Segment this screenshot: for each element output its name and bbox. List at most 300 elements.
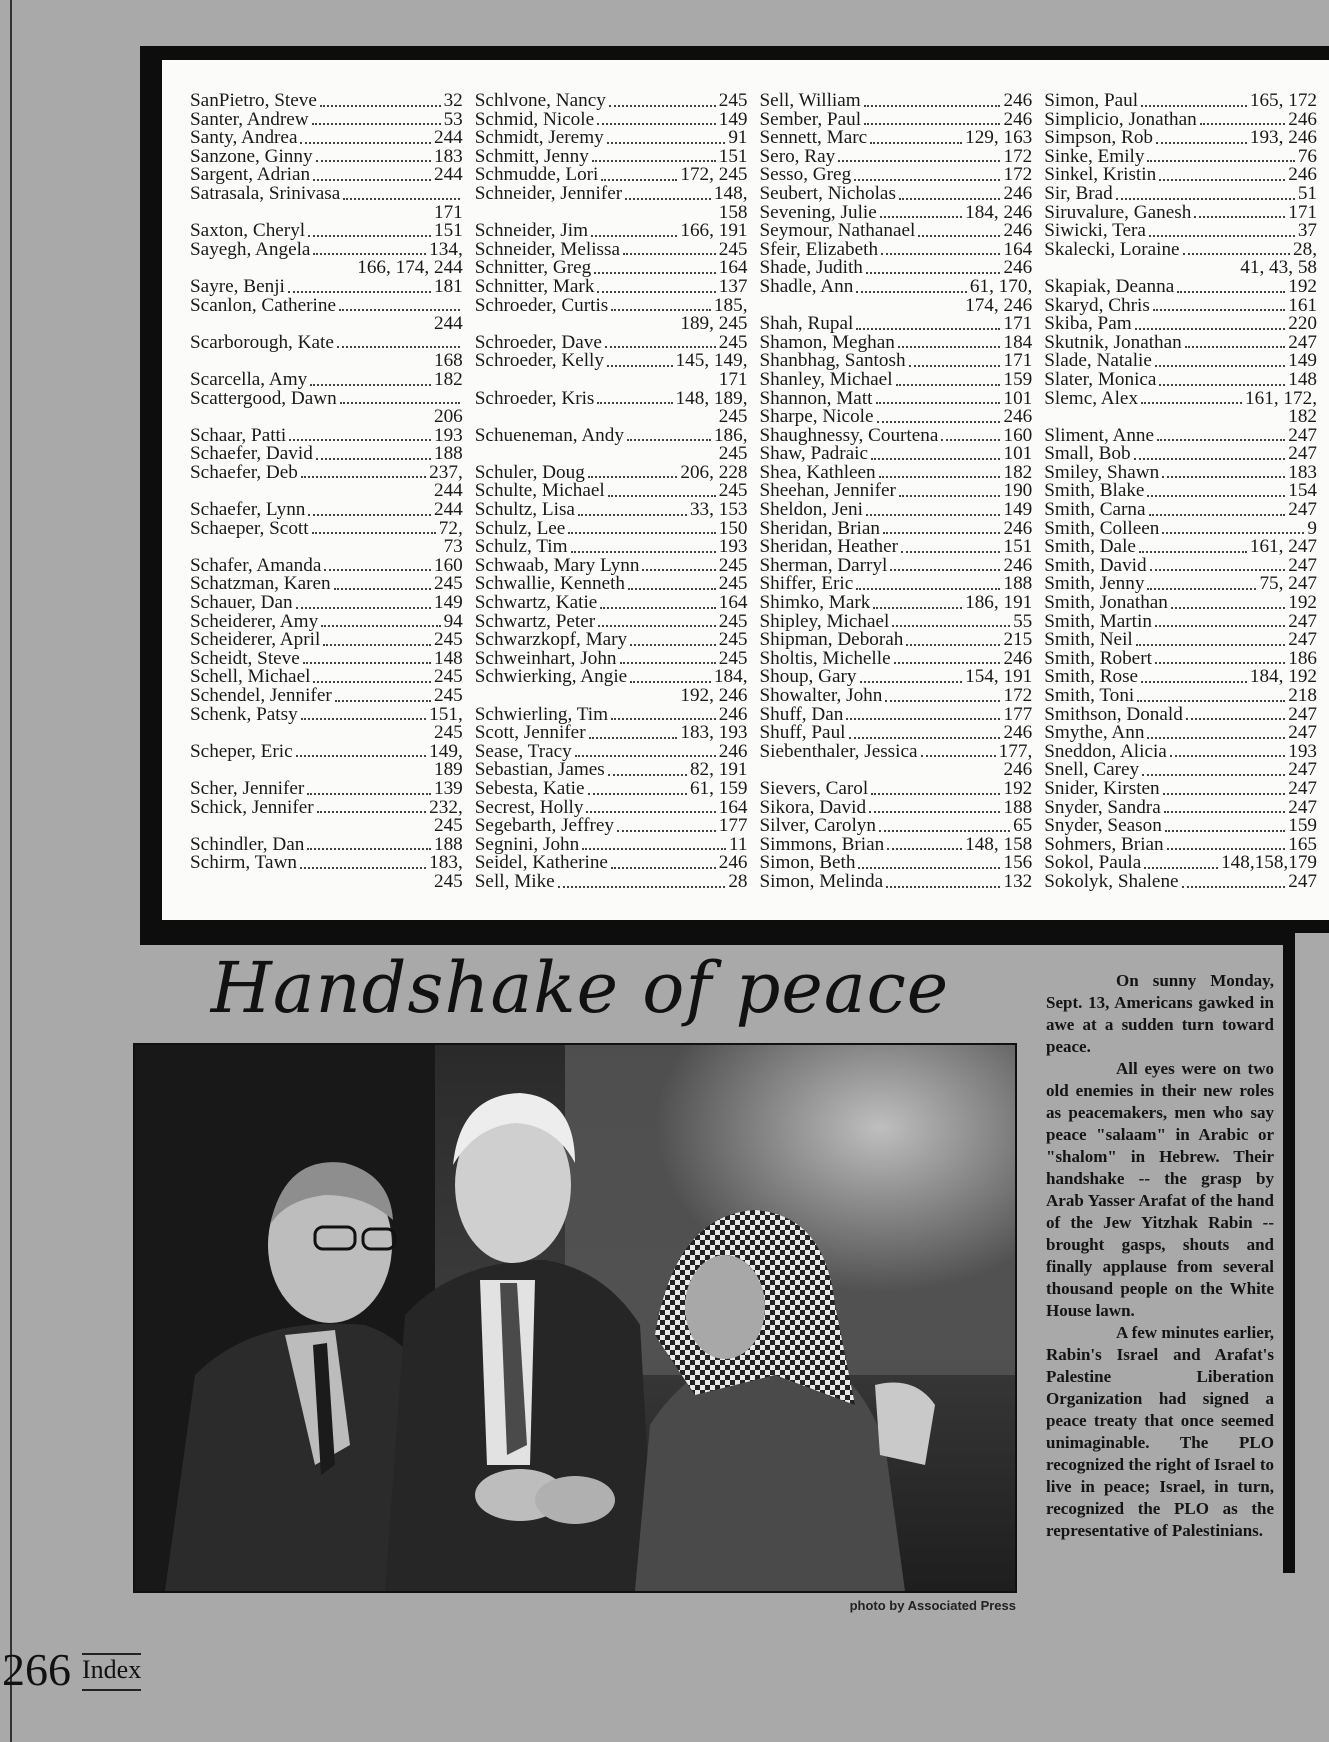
index-entry-pages: 61, 170, [969,275,1033,297]
leader-dots [313,679,431,683]
index-entry [475,352,748,371]
index-entry [759,368,1033,390]
index-entry-pages: 246 [1003,647,1033,669]
index-entry [760,315,1033,334]
index-entry-name: Schaefer, David [190,443,313,465]
index-entry-pages: 192 [1288,592,1317,614]
leader-dots [856,326,1000,330]
story-paragraph-3: A few minutes earlier, Rabin's Israel and Arafat's Palestine Liberation Organization had signed a peace treaty that once seemed unimaginable. The PLO recognized the right of Israel to live in peace; Israel, in turn, recognized the PLO as the representative of Palestinians. [1046,1323,1275,1540]
index-entry-name: Smith, Robert [1044,647,1152,669]
index-entry-name: Sease, Tracy [474,740,572,762]
index-entry-pages: 154 [1288,480,1317,502]
index-entry-pages: 160 [1003,424,1033,446]
leader-dots [860,679,963,683]
index-entry-name: Schneider, Melissa [474,238,620,260]
index-column-1 [190,92,475,920]
index-entry-name: Smith, Neil [1044,629,1133,651]
index-entry [474,777,748,799]
index-entry-pages: 186 [1288,647,1317,669]
index-entry [1044,315,1317,334]
leader-dots [856,289,967,293]
index-entry-pages: 246 [1003,220,1033,242]
leader-dots [337,344,460,348]
leader-dots [308,512,431,516]
index-entry-name: Santer, Andrew [190,108,309,130]
index-entry-name: Sikora, David [759,796,867,818]
index-entry-name: Smith, Jonathan [1044,592,1168,614]
index-entry-pages: 159 [1288,815,1317,837]
leader-dots [1170,753,1285,757]
index-entry-name: Satrasala, Srinivasa [190,182,341,204]
index-entry-name: Shanley, Michael [759,368,893,390]
index-entry-name: Sesso, Greg [759,164,852,186]
index-entry [475,594,748,613]
index-entry-pages: 51 [1297,182,1317,204]
index-entry-name: Simplicio, Jonathan [1044,108,1197,130]
leader-dots [339,307,460,311]
index-entry [475,129,748,148]
index-entry-name: Schaar, Patti [190,424,287,446]
index-entry-name: Schwarzkopf, Mary [474,629,628,651]
index-entry [759,740,1033,762]
index-entry [1044,870,1317,892]
index-entry-pages: 76 [1297,145,1317,167]
index-entry [190,368,463,390]
leader-dots [288,289,431,293]
index-entry-name: Saxton, Cheryl [190,220,306,242]
index-entry-name: Seymour, Nathanael [759,220,916,242]
leader-dots [1186,716,1285,720]
index-entry-name: Sharpe, Nicole [759,406,874,428]
index-entry-continuation: 189, 245 [680,313,748,335]
index-entry-pages: 193 [718,536,748,558]
index-entry-pages: 164 [718,257,748,279]
index-entry-pages: 164 [1003,238,1033,260]
index-entry-name: Sebesta, Katie [474,777,585,799]
index-entry-name: Schroeder, Kelly [474,350,604,372]
index-entry-pages: 149 [433,592,463,614]
index-entry-name: Schwierling, Tim [474,703,609,725]
leader-dots [846,716,1000,720]
index-entry-pages: 151 [1003,536,1033,558]
index-entry-pages: 245 [718,573,748,595]
leader-dots [597,400,672,404]
index-entry-pages: 182 [1003,461,1033,483]
index-entry-pages: 172 [1003,145,1033,167]
index-entry-pages: 148, [713,182,748,204]
index-entry-name: Schuler, Doug [474,461,585,483]
index-entry-name: Schmidt, Jeremy [474,127,604,149]
index-entry-name: Smith, Dale [1044,536,1136,558]
index-entry [1044,724,1317,743]
index-entry-name: Sheldon, Jeni [759,499,863,521]
index-entry-continuation: 245 [433,870,463,892]
leader-dots [898,344,1001,348]
index-entry-continuation: 171 [433,201,463,223]
leader-dots [628,586,716,590]
leader-dots [941,437,1000,441]
index-entry-pages: 183, 193 [680,722,748,744]
index-entry-name: Scheiderer, Amy [190,610,319,632]
index-entry-name: Sheehan, Jennifer [759,480,896,502]
index-entry [760,594,1033,613]
index-entry-name: Sholtis, Michelle [759,647,891,669]
index-entry-name: Sell, William [759,90,861,111]
index-entry-pages: 247 [1288,870,1317,892]
index-entry-name: Shanbhag, Santosh [759,350,906,372]
index-entry-continuation: 182 [1288,406,1317,428]
leader-dots [856,586,1000,590]
index-entry-pages: 184, [713,666,748,688]
index-entry-name: Schulte, Michael [474,480,605,502]
index-entry-pages: 9 [1307,517,1317,539]
index-entry-pages: 247 [1288,759,1317,781]
index-entry-name: Siruvalure, Ganesh [1044,201,1192,223]
index-entry-pages: 247 [1288,703,1317,725]
leader-dots [308,233,431,237]
index-entry-name: Sheridan, Brian [759,517,880,539]
index-entry-pages: 65 [1013,815,1033,837]
index-entry [760,817,1033,836]
leader-dots [1162,530,1304,534]
index-entry-name: Smith, Blake [1044,480,1145,502]
index-entry [190,687,463,706]
index-entry-pages: 244 [433,127,463,149]
index-entry-pages: 183, [429,852,463,874]
index-entry-continuation: 174, 246 [965,294,1033,316]
index-entry-name: Schwaab, Mary Lynn [474,554,640,576]
index-entry-name: Schaefer, Deb [190,461,298,483]
leader-dots [620,660,716,664]
index-entry-name: Shuff, Paul [759,722,846,744]
index-entry-name: Shannon, Matt [759,387,873,409]
index-column-4 [1044,92,1329,920]
leader-dots [289,437,431,441]
index-entry-pages: 220 [1288,313,1317,335]
index-entry-pages: 154, 191 [965,666,1033,688]
index-entry-name: Shiffer, Eric [759,573,854,595]
index-entry-pages: 188 [1003,573,1033,595]
index-entry-name: Skalecki, Loraine [1044,238,1180,260]
index-entry-pages: 150 [718,517,748,539]
index-entry [759,870,1033,892]
index-entry-pages: 183 [433,145,463,167]
leader-dots [623,251,716,255]
index-entry [190,796,463,818]
index-entry-pages: 148,158,179 [1221,852,1317,874]
index-entry [475,501,748,520]
index-entry-continuation: 41, 43, 58 [1240,257,1317,279]
index-panel [162,60,1329,920]
leader-dots [589,735,678,739]
index-entry-name: Sheridan, Heather [759,536,899,558]
index-entry-pages: 247 [1288,722,1317,744]
leader-dots [1155,363,1285,367]
leader-dots [300,865,426,869]
index-entry [760,92,1033,111]
feature-frame-right [1283,933,1295,1573]
leader-dots [873,605,962,609]
leader-dots [597,121,716,125]
index-entry-continuation: 245 [433,722,463,744]
index-entry-name: Sokolyk, Shalene [1044,870,1179,892]
index-entry-pages: 94 [443,610,463,632]
index-entry [190,740,463,762]
index-entry-pages: 190 [1003,480,1033,502]
index-entry-continuation: 192, 246 [680,685,748,706]
index-entry-pages: 172, 245 [680,164,748,186]
index-entry [1044,777,1317,799]
index-entry-pages: 149, [429,740,463,762]
index-entry-name: Sayre, Benji [190,275,285,297]
leader-dots [883,530,1001,534]
index-entry-name: Sfeir, Elizabeth [759,238,879,260]
index-entry-name: Shimko, Mark [759,592,871,614]
index-entry-name: Sokol, Paula [1044,852,1142,874]
index-entry-continuation: 158 [718,201,748,223]
index-entry [1044,92,1317,111]
index-entry-pages: 245 [718,331,748,353]
index-entry-pages: 247 [1288,443,1317,465]
index-entry-name: Scott, Jennifer [474,722,586,744]
leader-dots [611,307,711,311]
leader-dots [611,716,716,720]
index-entry-name: Schindler, Dan [190,833,305,855]
index-entry-pages: 182 [433,368,463,390]
index-entry [759,182,1033,204]
index-entry-name: Schulz, Lee [474,517,566,539]
leader-dots [600,605,715,609]
index-entry-name: Shaughnessy, Courtena [759,424,939,446]
index-entry-pages: 246 [1003,722,1033,744]
index-entry-name: Schwierking, Angie [474,666,628,688]
leader-dots [316,456,431,460]
leader-dots [1155,623,1285,627]
page-edge-rule [10,0,12,1742]
index-entry-name: Shea, Kathleen [759,461,876,483]
index-entry-name: Segnini, John [474,833,580,855]
leader-dots [343,196,459,200]
index-entry [1044,275,1317,297]
leader-dots [630,642,716,646]
index-entry-name: Schneider, Jennifer [474,182,623,204]
feature-title: Handshake of peace [210,947,950,1029]
index-entry-pages: 188 [433,443,463,465]
index-entry-pages: 148, 189, [675,387,748,409]
leader-dots [1144,865,1218,869]
leader-dots [886,884,1000,888]
index-entry-name: Schmudde, Lori [474,164,599,186]
index-entry-name: Schneider, Jim [474,220,589,242]
leader-dots [303,660,431,664]
leader-dots [909,363,1001,367]
leader-dots [858,865,1000,869]
index-entry-pages: 247 [1288,554,1317,576]
index-entry-name: Sinke, Emily [1044,145,1145,167]
leader-dots [1159,177,1285,181]
index-entry [760,222,1033,241]
index-entry-continuation: 189 [433,759,463,781]
index-entry-name: Sneddon, Alicia [1044,740,1167,762]
leader-dots [1149,233,1295,237]
index-entry-pages: 101 [1003,387,1033,409]
index-entry-name: Snider, Kirsten [1044,777,1160,799]
index-entry-pages: 139 [433,777,463,799]
leader-dots [1149,512,1286,516]
index-entry-name: Simon, Beth [759,852,856,874]
leader-dots [617,828,716,832]
index-entry-pages: 33, 153 [689,499,748,521]
index-column-2 [475,92,760,920]
index-entry-name: Schnitter, Greg [474,257,592,279]
index-entry-name: Schlvone, Nancy [474,90,606,111]
index-entry-name: Scheidt, Steve [190,647,300,669]
index-entry-pages: 148 [433,647,463,669]
index-entry [475,92,748,111]
leader-dots [866,512,1001,516]
index-entry-name: Smith, Martin [1044,610,1152,632]
index-entry-pages: 246 [718,852,748,874]
index-entry-name: Sebastian, James [474,759,605,781]
index-entry-name: Shamon, Meghan [759,331,895,353]
index-entry-pages: 188 [433,833,463,855]
index-entry-pages: 247 [1288,796,1317,818]
index-entry-name: Scher, Jennifer [190,777,305,799]
leader-dots [317,809,427,813]
leader-dots [1167,846,1286,850]
leader-dots [1171,605,1285,609]
index-entry-name: Schueneman, Andy [474,424,624,446]
index-entry-continuation: 245 [433,815,463,837]
leader-dots [877,419,1001,423]
index-entry-name: Skutnik, Jonathan [1044,331,1182,353]
leader-dots [879,474,1001,478]
index-entry-pages: 171 [1003,350,1033,372]
index-entry-name: Skapiak, Deanna [1044,275,1175,297]
leader-dots [592,158,716,162]
index-entry-name: Scarcella, Amy [190,368,308,390]
index-entry-pages: 186, [713,424,748,446]
index-entry-pages: 245 [718,480,748,502]
leader-dots [864,121,1000,125]
leader-dots [1137,698,1285,702]
leader-dots [1183,251,1290,255]
index-entry-pages: 193 [1288,740,1317,762]
index-entry-name: Schenk, Patsy [190,703,298,725]
index-entry-name: Schroeder, Kris [474,387,595,409]
index-entry-pages: 148 [1288,368,1317,390]
index-entry-continuation: 206 [433,406,463,428]
index-entry [1044,387,1317,409]
index-entry-pages: 55 [1013,610,1033,632]
index-entry-pages: 149 [1288,350,1317,372]
leader-dots [921,753,996,757]
index-entry-name: Schulz, Tim [474,536,568,558]
index-entry [474,182,748,204]
leader-dots [918,233,1000,237]
index-entry-pages: 247 [1288,610,1317,632]
leader-dots [313,177,431,181]
index-entry [190,501,463,520]
index-entry-continuation: 244 [433,313,463,335]
leader-dots [870,140,962,144]
index-entry-pages: 245 [433,573,463,595]
leader-dots [1147,493,1285,497]
leader-dots [611,865,716,869]
leader-dots [1157,437,1285,441]
index-entry [759,275,1033,297]
story-paragraph-2: All eyes were on two old enemies in their new roles as peacemakers, men who say peace "salaam" in Arabic or "shalom" in Hebrew. Their handshake -- the grasp by Arab Yasser Arafat of the hand of the Jew Yitzhak Rabin -- brought gasps, shouts and finally applause from several thousand people on the White House lawn. [1046,1059,1274,1320]
index-entry-pages: 171 [1003,313,1033,335]
index-entry-name: Shaw, Padraic [759,443,869,465]
index-entry [474,387,748,409]
leader-dots [598,623,716,627]
index-entry [190,275,463,297]
index-entry-name: Smith, Carna [1044,499,1146,521]
leader-dots [578,512,687,516]
index-entry-name: Sell, Mike [474,870,555,892]
index-entry-pages: 246 [1003,108,1033,130]
leader-dots [568,530,715,534]
index-entry-name: Seubert, Nicholas [759,182,896,204]
index-entry-name: Schirm, Tawn [190,852,298,874]
index-entry-name: Secrest, Holly [474,796,584,818]
index-entry-name: Sir, Brad [1044,182,1113,204]
leader-dots [300,140,431,144]
leader-dots [885,698,1000,702]
index-entry [1044,594,1317,613]
index-entry-name: Santy, Andrea [190,127,298,149]
index-entry-name: Schroeder, Dave [474,331,602,353]
index-entry-pages: 246 [1003,406,1033,428]
leader-dots [301,716,427,720]
index-entry [474,424,748,446]
index-entry [190,294,463,316]
leader-dots [838,158,1000,162]
index-entry-pages: 161, 172, [1245,387,1317,409]
index-entry-continuation: 245 [718,406,748,428]
index-entry [190,703,463,725]
leader-dots [1200,121,1286,125]
leader-dots [630,679,711,683]
index-entry-name: Sayegh, Angela [190,238,311,260]
index-entry-name: Simon, Paul [1044,90,1139,111]
index-entry [1044,182,1317,204]
leader-dots [880,214,962,218]
index-entry [475,222,748,241]
index-entry-pages: 172 [1003,164,1033,186]
index-entry-name: Sanzone, Ginny [190,145,313,167]
leader-dots [1116,196,1295,200]
index-entry-name: Shadle, Ann [759,275,854,297]
index-entry-pages: 171 [1288,201,1317,223]
index-entry-name: Smith, Jenny [1044,573,1145,595]
leader-dots [340,400,460,404]
leader-dots [310,382,431,386]
index-entry-continuation: 245 [718,443,748,465]
index-entry-name: Seidel, Katherine [474,852,608,874]
index-entry-name: Shuff, Dan [759,703,844,725]
index-entry-name: Snyder, Season [1044,815,1162,837]
index-entry-name: Showalter, John [759,685,883,706]
index-entry-name: Schatzman, Karen [190,573,331,595]
index-entry-pages: 32 [443,90,463,111]
index-entry-pages: 246 [1288,108,1317,130]
index-entry [760,724,1033,743]
index-entry-name: Shipley, Michael [759,610,890,632]
index-entry-name: Smith, Colleen [1044,517,1160,539]
index-entry-name: Shoup, Gary [759,666,857,688]
